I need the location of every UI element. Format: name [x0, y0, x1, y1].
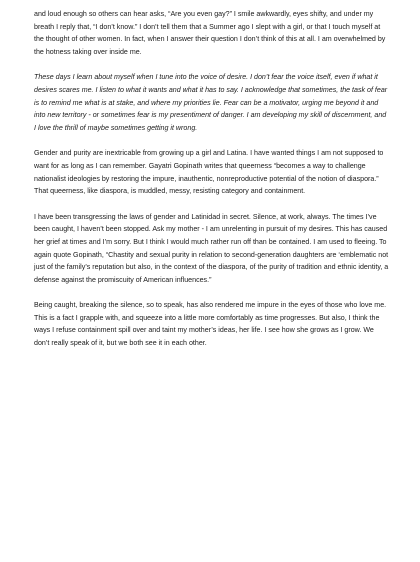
paragraph-2-italic: These days I learn about myself when I tune into the voice of desire. I don’t fear the voice itself, even if what it desires scares me. I listen to what it wants and what it has to say. I acknowledge that sometimes, the task of fear is to remind me what is at stake, and where my priorities lie. Fear can be a motivator, urging me beyond it and into new territory - or sometimes fear is my presentiment of danger. I am developing my skill of discernment, and I love the thrill of maybe sometimes getting it wrong.: [34, 73, 388, 132]
paragraph-4: I have been transgressing the laws of gender and Latinidad in secret. Silence, at work, always. The times I’ve been caught, I haven’t been stopped. Ask my mother - I am unrelenting in pursuit of my desires. This has caused her grief at times and I’m sorry. But I think I would much rather run off than be contained. I am used to fleeing. To again quote Gopinath, “Chastity and sexual purity in relation to second-generation daughters are ‘emblematic not just of the family’s reputation but also, in the context of the diaspora, of the purity of tradition and ethnic identity, a defense against the promiscuity of American influences.”: [34, 212, 389, 284]
paragraph-3: Gender and purity are inextricable from growing up a girl and Latina. I have wanted things I am not supposed to want for as long as I can remember. Gayatri Gopinath writes that queerness “becomes a way to challenge nationalist ideologies by restoring the impure, inauthentic, nonreproductive potential of the notion of diaspora.” That queerness, like diaspora, is muddled, messy, resisting category and containment.: [34, 149, 384, 196]
document-page: [34, 8, 389, 363]
paragraph-5: Being caught, breaking the silence, so to speak, has also rendered me impure in the eyes of those who love me. This is a fact I grapple with, and squeeze into a little more comfortably as time progresses. But also, I think the ways I refuse containment spill over and taint my mother’s ideas, her life. I see how she grows as I grow. We don’t really speak of it, but we both see it in each other.: [34, 301, 387, 348]
paragraph-1: and loud enough so others can hear asks, “Are you even gay?” I smile awkwardly, eyes shifty, and under my breath I reply that, “I don’t know.” I don’t tell them that a Summer ago I slept with a girl, or that I touch myself at the thought of other women. In fact, when I answer their question I don’t think of this at all. I am overwhelmed by the hotness taking over inside me.: [34, 10, 386, 56]
